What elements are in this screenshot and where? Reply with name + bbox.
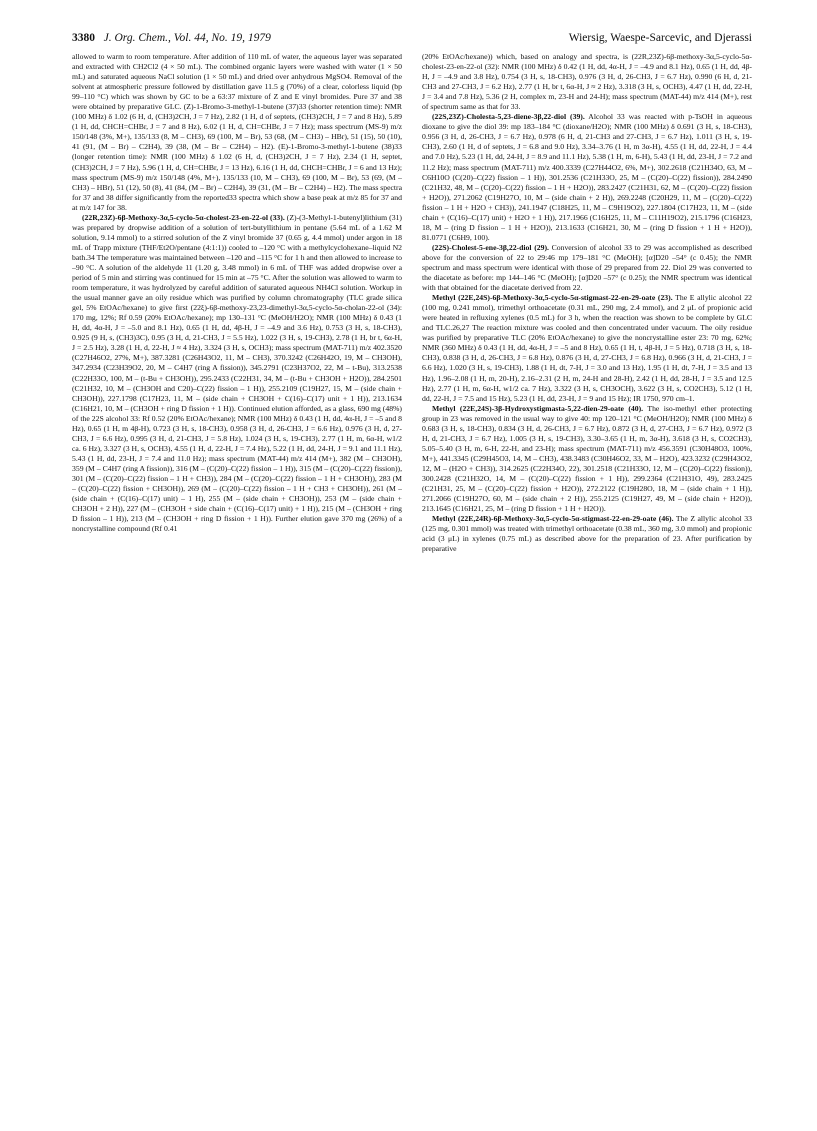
paragraph [422,293,752,404]
journal-name: J. Org. Chem., [103,32,171,44]
paragraph-heading: Methyl (22E,24S)-6β-Methoxy-3α,5-cyclo-5α-stigmast-22-en-29-oate (23). [432,293,673,303]
volume-info: Vol. 44, No. 19, 1979 [173,32,271,44]
paragraph-heading: (22S,23Z)-Cholesta-5,23-diene-3β,22-diol (39). [432,112,585,122]
paragraph-text: (Z)-(3-Methyl-1-butenyl)lithium (31) was prepared by dropwise addition of a solution of tert-butyllithium in pentane (5.64 mL of a 1.62 M solution, 9.14 mmol) to a stirred solution of the Z vinyl bromide 37 (0.65 g, 4.4 mmol) under argon in 18 mL of Trapp mixture (THF/Et2O/pentane (4:1:1)) cooled to –120 °C with a methylcyclohexane–liquid N2 bath.34 The temperature was maintained between –120 and –115 °C for 1 h and then allowed to increase to –90 °C. A solution of the aldehyde 11 (1.20 g, 3.48 mmol) in 6 mL of THF was added dropwise over a period of 5 min and stirring was continued for 15 min at –75 °C. After the solution was allowed to warm to room temperature, it was hydrolyzed by careful addition of saturated aqueous NH4Cl solution. Workup in the usual manner gave an oily residue which was purified by column chromatography (TLC grade silica gel, 5% EtOAc/hexane) to give first (22ξ)-6β-methoxy-23,23-dimethyl-3α,5-cyclo-5α-cholan-22-ol (34): 170 mg, 12%; Rf 0.59 (20% EtOAc/hexane); mp 130–131 °C (MeOH/H2O); NMR (100 MHz) δ 0.43 (1 H, dd, 4α-H, J = –5.0 and 8.1 Hz), 0.65 (1 H, dd, 4β-H, J = –4.9 and 3.6 Hz), 0.753 (3 H, s, 18-CH3), 0.925 (9 H, s, (CH3)3C), 0.95 (3 H, d, 21-CH3, J = 5.5 Hz), 1.022 (3 H, s, 19-CH3), 2.78 (1 H, br t, 6α-H, J = 2.5 Hz), 3.28 (1 H, d, 22-H, J ≈ 4 Hz), 3.324 (3 H, s, OCH3); mass spectrum (MAT-711) m/z 402.3520 (C27H46O2, 27%, M+), 387.3281 (C26H43O2, 11, M – CH3), 370.3242 (C26H42O, 19, M – CH3OH), 347.2934 (C23H39O2, 20, M – C4H7 (ring A fission)), 345.2791 (C23H37O2, 22, M – t-Bu), 313.2538 (C22H33O, 100, M – (t-Bu + CH3OH)), 295.2433 (C22H31, 34, M – (t-Bu + CH3OH + H2O)), 284.2501 (C21H32, 10, M – (CH3OH and C20)–C(22) fission – 1 H)), 255.2109 (C19H27, 15, M – (side chain + CH3OH)), 227.1798 (C17H23, 11, M – (side chain + CH3OH + C(16)–C(17) unit + 1 H)), 213.1634 (C16H21, 10, M – (CH3OH + ring D fission + 1 H)). Continued elution afforded, as a glass, 690 mg (48%) of the 22S alcohol 33: Rf 0.52 (20% EtOAc/hexane); NMR (100 MHz) δ 0.43 (1 H, dd, 4α-H, J = –5 and 8 Hz), 0.65 (1 H, m 4β-H), 0.723 (3 H, s, 18-CH3), 0.958 (3 H, d, 26-CH3, J = 6.6 Hz), 0.976 (3 H, d, 27-CH3, J = 6.6 Hz), 0.995 (3 H, d, 21-CH3, J = 5.8 Hz), 1.024 (3 H, s, 19-CH3), 2.77 (1 H, m, 6α-H, w1/2 ca. 6 Hz), 3.327 (3 H, s, OCH3), 4.55 (1 H, d, 22-H, J = 7.4 Hz), 5.22 (1 H, dd, 24-H, J = 9.1 and 11.1 Hz), 5.43 (1 H, dd, 23-H, J = 7.4 and 11.0 Hz); mass spectrum (MAT-44) m/z 414 (M+), 382 (M – CH3OH), 359 (M – C4H7 (ring A fission)), 316 (M – (C(20)–C(22) fission – 1 H)), 315 (M – (C(20)–C(22) fission)), 301 (M – (C(20)–C(22) fission – 1 H + CH3)), 284 (M – (C(20)–C(22) fission – 1 H + CH3OH)), 283 (M – (C(20)–C(22) fission + CH3OH)), 269 (M – (C(20)–C(22) fission – 1 H + CH3 + CH3OH)), 261 (M – (side chain + (C(16)–C(17) unit) – 1 H), 255 (M – (side chain + CH3OH)), 253 (M – (side chain + CH3OH + 2 H)), 227 (M – (CH3OH + side chain + (C(16)–C(17) unit) + 1 H)), 215 (M – (CH3OH + ring D fission – 1 H)), 213 (M – (CH3OH + ring D fission + 1 H)). Further elution gave 370 mg (26%) of a noncrystalline compound (Rf 0.41 [72,212,402,534]
paragraph [422,514,752,554]
paragraph-heading: Methyl (22E,24S)-3β-Hydroxystigmasta-5,22-dien-29-oate (40). [432,403,644,413]
paragraph [72,213,402,535]
paragraph [72,52,402,213]
paragraph [422,404,752,515]
paragraph-text: allowed to warm to room temperature. After addition of 110 mL of water, the aqueous layer was separated and extracted with CH2Cl2 (4 × 50 mL). The combined organic layers were washed with water (1 × 50 mL) and saturated aqueous NaCl solution (1 × 50 mL) and dried over anhydrous MgSO4. Removal of the solvent at atmospheric pressure followed by distillation gave 11.5 g (70%) of a clear, colorless liquid (bp 99–110 °C) which was shown by GC to be a 63:37 mixture of Z and E vinyl bromides. Pure 37 and 38 were obtained by preparative GLC. (Z)-1-Bromo-3-methyl-1-butene (37)33 (shorter retention time): NMR (100 MHz) δ 1.02 (6 H, d, (CH3)2CH, J = 7 Hz), 2.82 (1 H, d of septets, (CH3)2CH, J = 7 and 8 Hz), 5.89 (1 H, dd, CHCH=CHBr, J = 7 and 8 Hz), 6.02 (1 H, d, CH=CHBr, J = 7 Hz); mass spectrum (MS-9) m/z 150/148 (3%, M+), 135/133 (8, M – CH3), 69 (100, M – Br), 53 (68, (M – CH3) – HBr), 51 (15), 50 (10), 41 (91, (M – Br) – C2H4), 39 (38, (M – Br – C2H4) – H2). (E)-1-Bromo-3-methyl-1-butene (38)33 (longer retention time): NMR (100 MHz) δ 1.02 (6 H, d, (CH3)2CH, J = 7 Hz), 2.34 (1 H, septet, (CH3)2CH, J = 7 Hz), 5.96 (1 H, d, CH=CHBr, J = 13 Hz), 6.16 (1 H, dd, CHCH=CHBr, J = 6 and 13 Hz); mass spectrum (MS-9) m/z 150/148 (4%, M+), 135/133 (10, M – CH3), 69 (100, M – Br), 53 (69, (M – CH3) – HBr), 51 (12), 50 (8), 41 (84, (M – Br) – C2H4), 39 (31, (M – Br – C2H4) – H2). The mass spectra for 37 and 38 differ significantly from the reported33 spectra which show a base peak at m/z 85 for 37 and at m/z 147 for 38. [72,52,402,212]
paragraph [422,243,752,293]
paragraph-text: The iso-methyl ether protecting group in 23 was removed in the usual way to give 40: mp 120–121 °C (MeOH/H2O); NMR (100 MHz) δ 0.683 (3 H, s, 18-CH3), 0.834 (3 H, d, 26-CH3, J = 6.7 Hz), 0.872 (3 H, d, 27-CH3, J = 6.7 Hz), 0.972 (3 H, d, 21-CH3, J = 6.7 Hz), 1.005 (3 H, s, 19-CH3), 3.30–3.65 (1 H, m, 3α-H), 3.618 (3 H, s, CO2CH3), 5.05–5.40 (3 H, m, 6-H, 22-H, and 23-H); mass spectrum (MAT-711) m/z 456.3591 (C30H48O3, 100%, M+), 441.3345 (C29H45O3, 14, M – CH3), 438.3483 (C30H46O2, 33, M – H2O), 423.3232 (C29H43O2, 12, M – (H2O + CH3)), 314.2625 (C22H34O, 22), 301.2518 (C21H33O, 12, M – (C(20)–C(22) fission)), 300.2428 (C21H32O, 14, M – (C(20)–C(22) fission + 1 H)), 299.2364 (C21H31O, 49), 283.2425 (C21H31, 25, M – (C(20)–C(22) fission + H2O)), 272.2122 (C19H28O, 18, M – (side chain + 1 H)), 271.2066 (C19H27O, 60, M – (side chain + 2 H)), 255.2125 (C19H27, 49, M – (side chain + H2O)), 213.1645 (C16H21, 25, M – (ring D fission + 1 H + H2O)). [422,403,752,514]
paragraph-text: Alcohol 33 was reacted with p-TsOH in aqueous dioxane to give the diol 39: mp 183–184 °C (dioxane/H2O); NMR (100 MHz) δ 0.691 (3 H, s, 18-CH3), 0.956 (3 H, d, 26-CH3, J = 6.7 Hz), 0.978 (6 H, d, 21-CH3 and 27-CH3, J = 6.7 Hz), 1.011 (3 H, s, 19-CH3), 2.60 (1 H, d of septets, J = 6.8 and 9.0 Hz), 3.34–3.76 (1 H, m 3α-H), 4.55 (1 H, dd, 22-H, J = 4.4 and 7.0 Hz), 5.23 (1 H, dd, 24-H, J = 8.9 and 11.1 Hz), 5.38 (1 H, m, 6-H), 5.43 (1 H, dd, 23-H, J = 7.2 and 11.2 Hz); mass spectrum (MAT-711) m/z 400.3339 (C27H44O2, 6%, M+), 302.2618 (C21H34O, 63, M – C6H10O (C(20)–C(22) fission – 1 H)), 301.2536 (C21H33O, 25, M – (C(20)–C(22) fission)), 284.2490 (C21H32, 48, M – (C(20)–C(22) fission – 1 H + H2O)), 283.2427 (C21H31, 62, M – (C(20)–C(22) fission + H2O)), 271.2062 (C19H27O, 10, M – (side chain + 2 H)), 269.2248 (C20H29, 11, M – (C(20)–C(22) fission – 1 H + H2O + CH3)), 241.1947 (C18H25, 11, M – C9H19O2), 227.1804 (C17H23, 11, M – (side chain + (C(16)–C(17) unit) + H2O + 1 H)), 217.1966 (C16H25, 11, M – C11H19O2), 215.1796 (C16H23, 18, M – (ring D fission – 1 H + H2O)), 213.1633 (C16H21, 30, M – (ring D fission + 1 H + H2O)), 81.0771 (C6H9, 100). [422,112,752,242]
header-citation [72,30,271,46]
paragraph [422,52,752,112]
running-header [72,30,752,46]
page-number: 3380 [72,32,95,44]
paragraph-text: The Z allylic alcohol 33 (125 mg, 0.301 mmol) was treated with trimethyl orthoacetate (0.38 mL, 360 mg, 3.0 mmol) and propionic acid (3 μL) in xylenes (0.75 mL) as described above for the preparation of 23. After purification by preparative [422,514,752,554]
paragraph [422,112,752,243]
right-column [422,52,752,1112]
left-column [72,52,402,1112]
header-authors: Wiersig, Waespe-Sarcevic, and Djerassi [568,32,752,44]
paragraph-heading: (22R,23Z)-6β-Methoxy-3α,5-cyclo-5α-cholest-23-en-22-ol (33). [82,212,285,222]
paragraph-heading: Methyl (22E,24R)-6β-Methoxy-3α,5-cyclo-5α-stigmast-22-en-29-oate (46). [432,514,674,524]
paragraph-text: (20% EtOAc/hexane)) which, based on analogy and spectra, is (22R,23Z)-6β-methoxy-3α,5-cyclo-5α-cholest-23-en-22-ol (32): NMR (100 MHz) δ 0.42 (1 H, dd, 4α-H, J = –4.9 and 8.1 Hz), 0.65 (1 H, dd, 4β-H, J = –4.9 and 3.8 Hz), 0.754 (3 H, s, 18-CH3), 0.976 (3 H, d, 26-CH3, J = 6.7 Hz), 0.990 (6 H, d, 21-CH3 and 27-CH3, J = 6.2 Hz), 2.77 (1 H, br t, 6α-H, J ≈ 2 Hz), 3.318 (3 H, s, OCH3), 4.47 (1 H, dd, 22-H, J = 3.4 and 7.8 Hz), 5.36 (2 H, complex m, 23-H and 24-H); mass spectrum (MAT-44) m/z 414 (M+), rest of spectrum same as that for 33. [422,52,752,112]
paragraph-heading: (22S)-Cholest-5-ene-3β,22-diol (29). [432,242,549,252]
paragraph-text: Conversion of alcohol 33 to 29 was accomplished as described above for the conversion of 22 to 29:46 mp 179–181 °C (MeOH); [α]D20 –54° (c 0.45); the NMR spectrum and mass spectrum were identical with those of 29 prepared from 22. Diol 29 was converted to the diacetate as before: mp 144–146 °C (MeOH); [α]D20 –57° (c 0.25); the NMR spectrum was identical with that obtained for the diacetate derived from 22. [422,242,752,293]
paragraph-text: The E allylic alcohol 22 (100 mg, 0.241 mmol), trimethyl orthoacetate (0.31 mL, 290 mg, 2.4 mmol), and 2 μL of propionic acid were heated in refluxing xylenes (0.5 mL) for 3 h, when the reaction was shown to be complete by GLC and TLC.26,27 The reaction mixture was cooled and then concentrated under vacuum. The oily residue was purified by preparative TLC (20% EtOAc/hexane) to give the noncrystalline ester 23: 70 mg, 62%; NMR (360 MHz) δ 0.43 (1 H, dd, 4α-H, J = –5 and 8 Hz), 0.65 (1 H, t, 4β-H, J = 5 Hz), 0.718 (3 H, s, 18-CH3), 0.838 (3 H, d, 26-CH3, J = 6.8 Hz), 0.876 (3 H, d, 27-CH3, J = 6.8 Hz), 0.966 (3 H, d, 21-CH3, J = 6.6 Hz), 1.020 (3 H, s, 19-CH3), 1.88 (1 H, dt, 7-H, J = 3.0 and 13 Hz), 1.95 (1 H, dt, 7-H, J = 3.5 and 13 Hz), 1.96–2.08 (1 H, m, 20-H), 2.16–2.31 (2 H, m, 24-H and 28-H), 2.42 (1 H, dd, 28-H, J = 3.5 and 12.5 Hz), 2.77 (1 H, m, 6α-H, w1/2 ca. 7 Hz), 3.322 (3 H, s, CH3OCH), 3.622 (3 H, s, CO2CH3), 5.12 (1 H, dd, 22-H, J = 7.5 and 15 Hz), 5.23 (1 H, dd, 23-H, J = 9 and 15 Hz); IR 1750, 970 cm–1. [422,293,752,403]
